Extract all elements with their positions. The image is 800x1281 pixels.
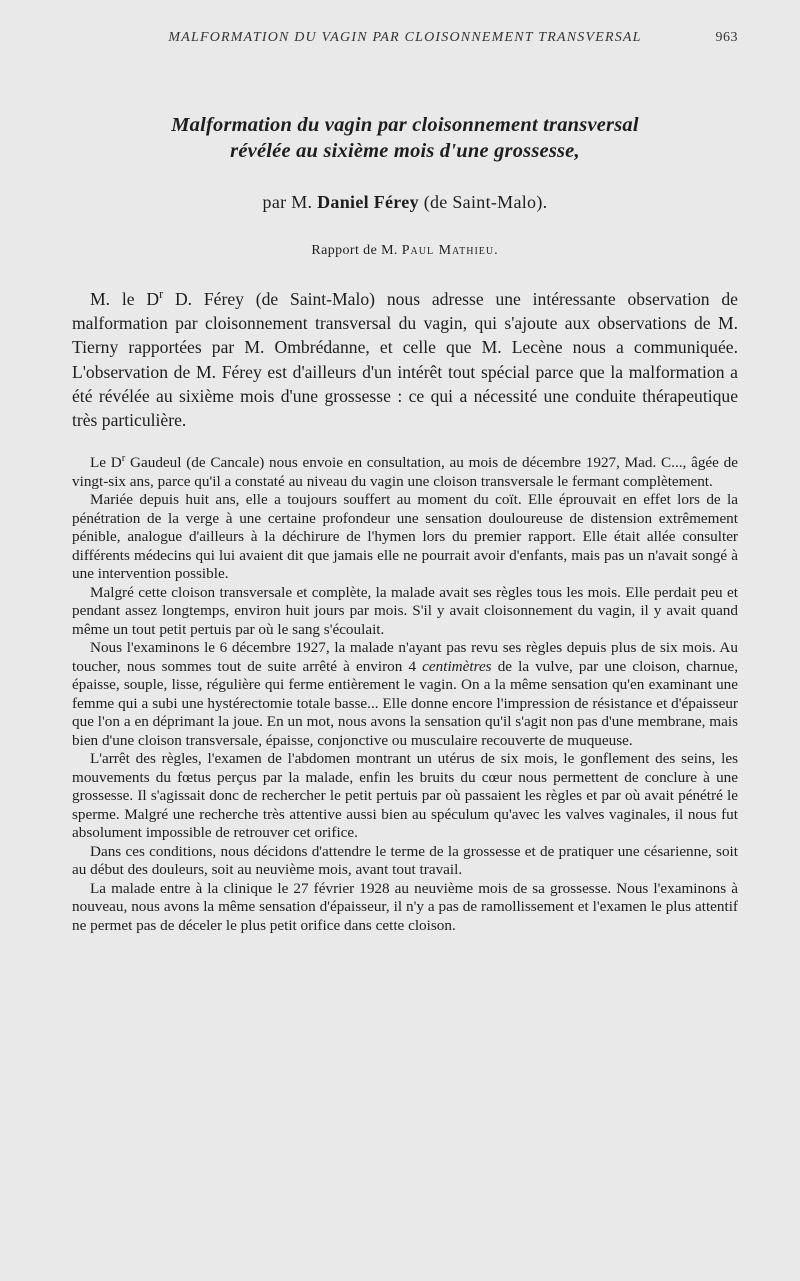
intro-start: M. le D — [90, 289, 160, 309]
report-prefix: Rapport de M. — [311, 243, 398, 258]
intro-paragraph — [72, 287, 738, 432]
page-number: 963 — [715, 30, 738, 45]
reporter-name: Paul Mathieu. — [401, 243, 499, 258]
case-paragraph-2: Mariée depuis huit ans, elle a toujours souffert au moment du coït. Elle éprouvait en effet lors de la pénétration de la verge à une certaine profondeur une sensation douloureuse de distension extrêmement pénible, analogue d'ailleurs à la déchirure de l'hymen lors du premier rapport. Elle était allée consulter différents médecins qui lui avaient dit que jamais elle ne pourrait avoir d'enfants, mais pas un n'avait songé à une intervention possible. — [72, 491, 738, 583]
intro-rest: D. Férey (de Saint-Malo) nous adresse une intéressante observation de malformation par cloisonnement transversal du vagin, qui s'ajoute aux observations de M. Tierny rapportées par M. Ombrédanne, et celle que M. Lecène nous a communiquée. L'observation de M. Férey est d'ailleurs d'un intérêt tout spécial parce que la malformation a été révélée au sixième mois d'une grossesse : ce qui a nécessité une conduite thérapeutique très particulière. — [72, 289, 738, 431]
report-line — [72, 243, 738, 259]
case-p1-rest: Gaudeul (de Cancale) nous envoie en consultation, au mois de décembre 1927, Mad. C..., âgée de vingt-six ans, parce qu'il a constaté au niveau du vagin une cloison transversale le fermant complètement. — [72, 454, 738, 490]
byline-prefix: par M. — [262, 192, 313, 212]
case-p4-start: Nous l'examinons le 6 décembre 1927, la malade n'ayant pas revu ses règles depuis plus de six mois. Au toucher, nous sommes tout de suite arrêté à environ 4 — [72, 639, 738, 675]
author-name: Daniel Férey — [317, 192, 419, 212]
case-paragraph-1 — [72, 454, 738, 491]
byline — [72, 192, 738, 213]
case-paragraph-5: L'arrêt des règles, l'examen de l'abdomen montrant un utérus de six mois, le gonflement des seins, les mouvements du fœtus perçus par la malade, enfin les bruits du cœur nous permettent de conclure à une grossesse. Il s'agissait donc de rechercher le petit pertuis par où passaient les règles et par où avait pénétré le sperme. Malgré une recherche très attentive aussi bien au spéculum qu'avec les valves vaginales, il nous fut absolument impossible de retrouver cet orifice. — [72, 750, 738, 842]
article-title — [72, 112, 738, 164]
running-head — [72, 30, 738, 50]
case-paragraph-4 — [72, 639, 738, 750]
author-place: (de Saint-Malo). — [423, 192, 548, 212]
case-p4-emphasis: centimètres — [422, 657, 492, 675]
case-p1-superscript: r — [121, 453, 126, 465]
running-title: MALFORMATION DU VAGIN PAR CLOISONNEMENT TRANSVERSAL — [168, 30, 642, 45]
case-paragraph-3: Malgré cette cloison transversale et complète, la malade avait ses règles tous les mois. Elle perdait peu et pendant assez longtemps, environ huit jours par mois. S'il y avait cloisonnement du vagin, il y avait quand même un tout petit pertuis par où le sang s'écoulait. — [72, 583, 738, 638]
title-line-2: révélée au sixième mois d'une grossesse, — [230, 140, 580, 162]
intro-superscript: r — [159, 287, 164, 302]
case-p1-start: Le D — [90, 454, 122, 472]
case-p4-rest: de la vulve, par une cloison, charnue, épaisse, souple, lisse, régulière qui ferme entièrement le vagin. On a la même sensation qu'en examinant une femme qui a subi une hystérectomie totale basse... Elle donne encore l'impression de résistance et d'épaisseur que l'on a en déprimant la joue. En un mot, nous avons la sensation qu'il s'agit non pas d'une membrane, mais bien d'une cloison transversale, épaisse, conjonctive ou musculaire recouverte de muqueuse. — [72, 657, 738, 749]
case-paragraph-7: La malade entre à la clinique le 27 février 1928 au neuvième mois de sa grossesse. Nous l'examinons à nouveau, nous avons la même sensation d'épaisseur, il n'y a pas de ramollissement et l'examen le plus attentif ne permet pas de déceler le plus petit orifice dans cette cloison. — [72, 879, 738, 934]
title-line-1: Malformation du vagin par cloisonnement transversal — [171, 114, 639, 136]
case-report — [72, 454, 738, 935]
case-paragraph-6: Dans ces conditions, nous décidons d'attendre le terme de la grossesse et de pratiquer une césarienne, soit au début des douleurs, soit au neuvième mois, avant tout travail. — [72, 842, 738, 879]
